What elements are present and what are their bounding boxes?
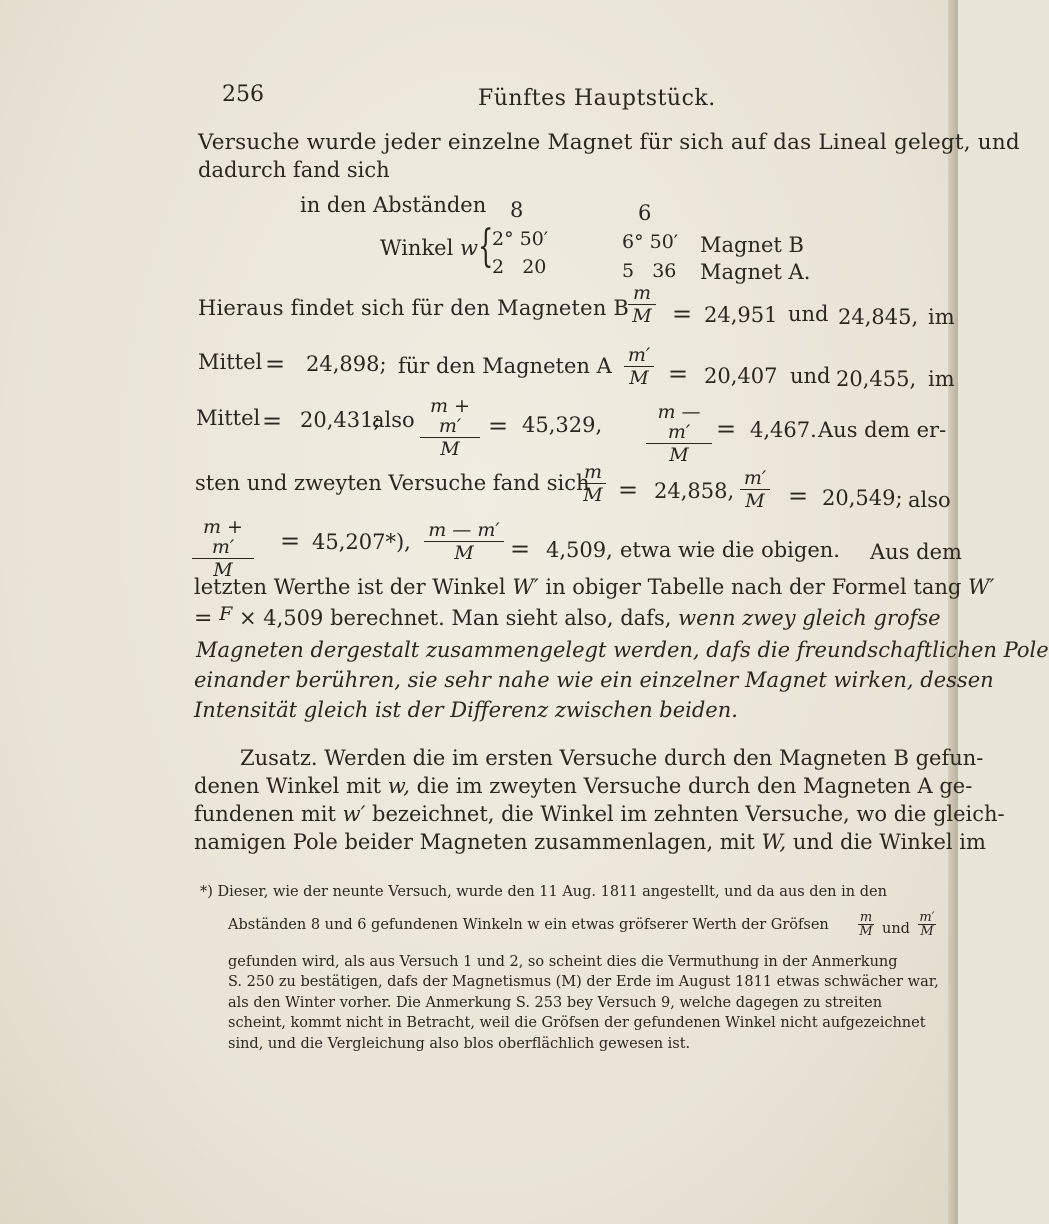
page-edge [948,0,958,1224]
footnote-fraction: m′ M [919,910,935,939]
text-word: im [928,367,955,391]
value: 24,898; [306,352,387,376]
text-line: einander berühren, sie sehr nahe wie ein einzelner Magnet wirken, dessen [194,668,994,692]
text-line: für den Magneten A [398,354,612,378]
angle-2a: 2 20 [492,256,547,278]
fraction-m-minus-m-prime-over-M: m — m′ M [646,402,712,465]
footnote-line: *) Dieser, wie der neunte Versuch, wurde den 11 Aug. 1811 angestellt, und da aus den in den [200,884,887,900]
equals-sign: = [262,407,283,435]
angle-1a: 2° 50′ [492,228,549,250]
value: 4,467. [750,418,817,442]
equals-sign: = [618,476,639,504]
winkel-label: Winkel w [380,236,478,260]
brace: { [478,221,494,272]
fraction-m-prime-over-M: m′ M [740,468,770,511]
fraction-m-plus-m-prime-over-M: m + m′ M [192,517,254,580]
equals-sign: = [716,415,737,443]
footnote-line: Abständen 8 und 6 gefundenen Winkeln w ein etwas gröfserer Werth der Gröfsen [228,917,829,933]
equals-sign: = [668,360,689,388]
equals-sign: = [510,535,531,563]
fraction-m-plus-m-prime-over-M: m + m′ M [420,396,480,459]
equals-sign: = [672,300,693,328]
magnet-b-label: Magnet B [700,233,804,257]
fraction-m-over-M: m M [628,283,656,326]
text-line: Zusatz. Werden die im ersten Versuche durch den Magneten B gefun- [240,746,984,770]
equals-sign: = [788,482,809,510]
text-line: Magneten dergestalt zusammengelegt werden, dafs die freundschaftlichen Pole [196,638,1049,662]
text-word: also [372,408,415,432]
text-line: dadurch fand sich [198,158,390,182]
text-word: und [788,302,829,326]
footnote-line: scheint, kommt nicht in Betracht, weil die Gröfsen der gefundenen Winkel nicht aufgezeichnet [228,1015,926,1031]
value: 24,845, [838,305,919,329]
page-number: 256 [222,82,264,107]
text-line: Aus dem [870,540,962,564]
fraction-m-prime-over-M: m′ M [624,345,654,388]
value: 20,407 [704,364,778,388]
value: 45,329, [522,413,603,437]
distance-6: 6 [638,201,652,225]
equals-sign: = [488,412,509,440]
fraction-m-over-M: m M [580,462,606,505]
value: 4,509, [546,538,613,562]
footnote-line: sind, und die Vergleichung also blos oberflächlich gewesen ist. [228,1036,691,1052]
text-word: und [790,364,831,388]
text-line: sten und zweyten Versuche fand sich [195,471,590,495]
text-line: etwa wie die obigen. [620,538,840,562]
text-line: Intensität gleich ist der Differenz zwischen beiden. [194,698,738,722]
distances-label: in den Abständen [300,193,487,217]
footnote-fraction: m M [859,910,873,939]
footnote-word: und [882,921,910,937]
text-word: Mittel [196,406,261,430]
text-line: namigen Pole beider Magneten zusammenlagen, mit W, und die Winkel im [194,830,986,854]
text-line: denen Winkel mit w, die im zweyten Versuche durch den Magneten A ge- [194,774,973,798]
text-line: Aus dem er- [818,418,947,442]
running-title: Fünftes Hauptstück. [478,86,716,111]
value: 20,431; [300,408,381,432]
text-word: im [928,305,955,329]
footnote-line: S. 250 zu bestätigen, dafs der Magnetismus (M) der Erde im August 1811 etwas schwächer war, [228,974,939,990]
text-line: = F × 4,509 berechnet. Man sieht also, dafs, wenn zwey gleich grofse [194,603,941,631]
value: 24,951 [704,303,778,327]
equals-sign: = [280,527,301,555]
text-line: Versuche wurde jeder einzelne Magnet für sich auf das Lineal gelegt, und [198,130,1020,155]
text-line: Hieraus findet sich für den Magneten B [198,296,630,320]
angle-1b: 6° 50′ [622,231,679,253]
angle-2b: 5 36 [622,260,677,282]
text-word: also [908,488,951,512]
text-line: letzten Werthe ist der Winkel W′ in obiger Tabelle nach der Formel tang W′ [194,575,995,599]
footnote-line: als den Winter vorher. Die Anmerkung S. 253 bey Versuch 9, welche dagegen zu streiten [228,995,883,1011]
value: 45,207*), [312,530,411,554]
fraction-m-minus-m-prime-over-M: m — m′ M [424,520,504,563]
text-line: fundenen mit w′ bezeichnet, die Winkel im zehnten Versuche, wo die gleich- [194,802,1005,826]
value: 20,455, [836,367,917,391]
distance-8: 8 [510,198,524,222]
magnet-a-label: Magnet A. [700,260,811,284]
equals-sign: = [265,350,286,378]
value: 20,549; [822,486,903,510]
footnote-line: gefunden wird, als aus Versuch 1 und 2, so scheint dies die Vermuthung in der Anmerkung [228,954,898,970]
value: 24,858, [654,479,735,503]
text-word: Mittel [198,350,263,374]
